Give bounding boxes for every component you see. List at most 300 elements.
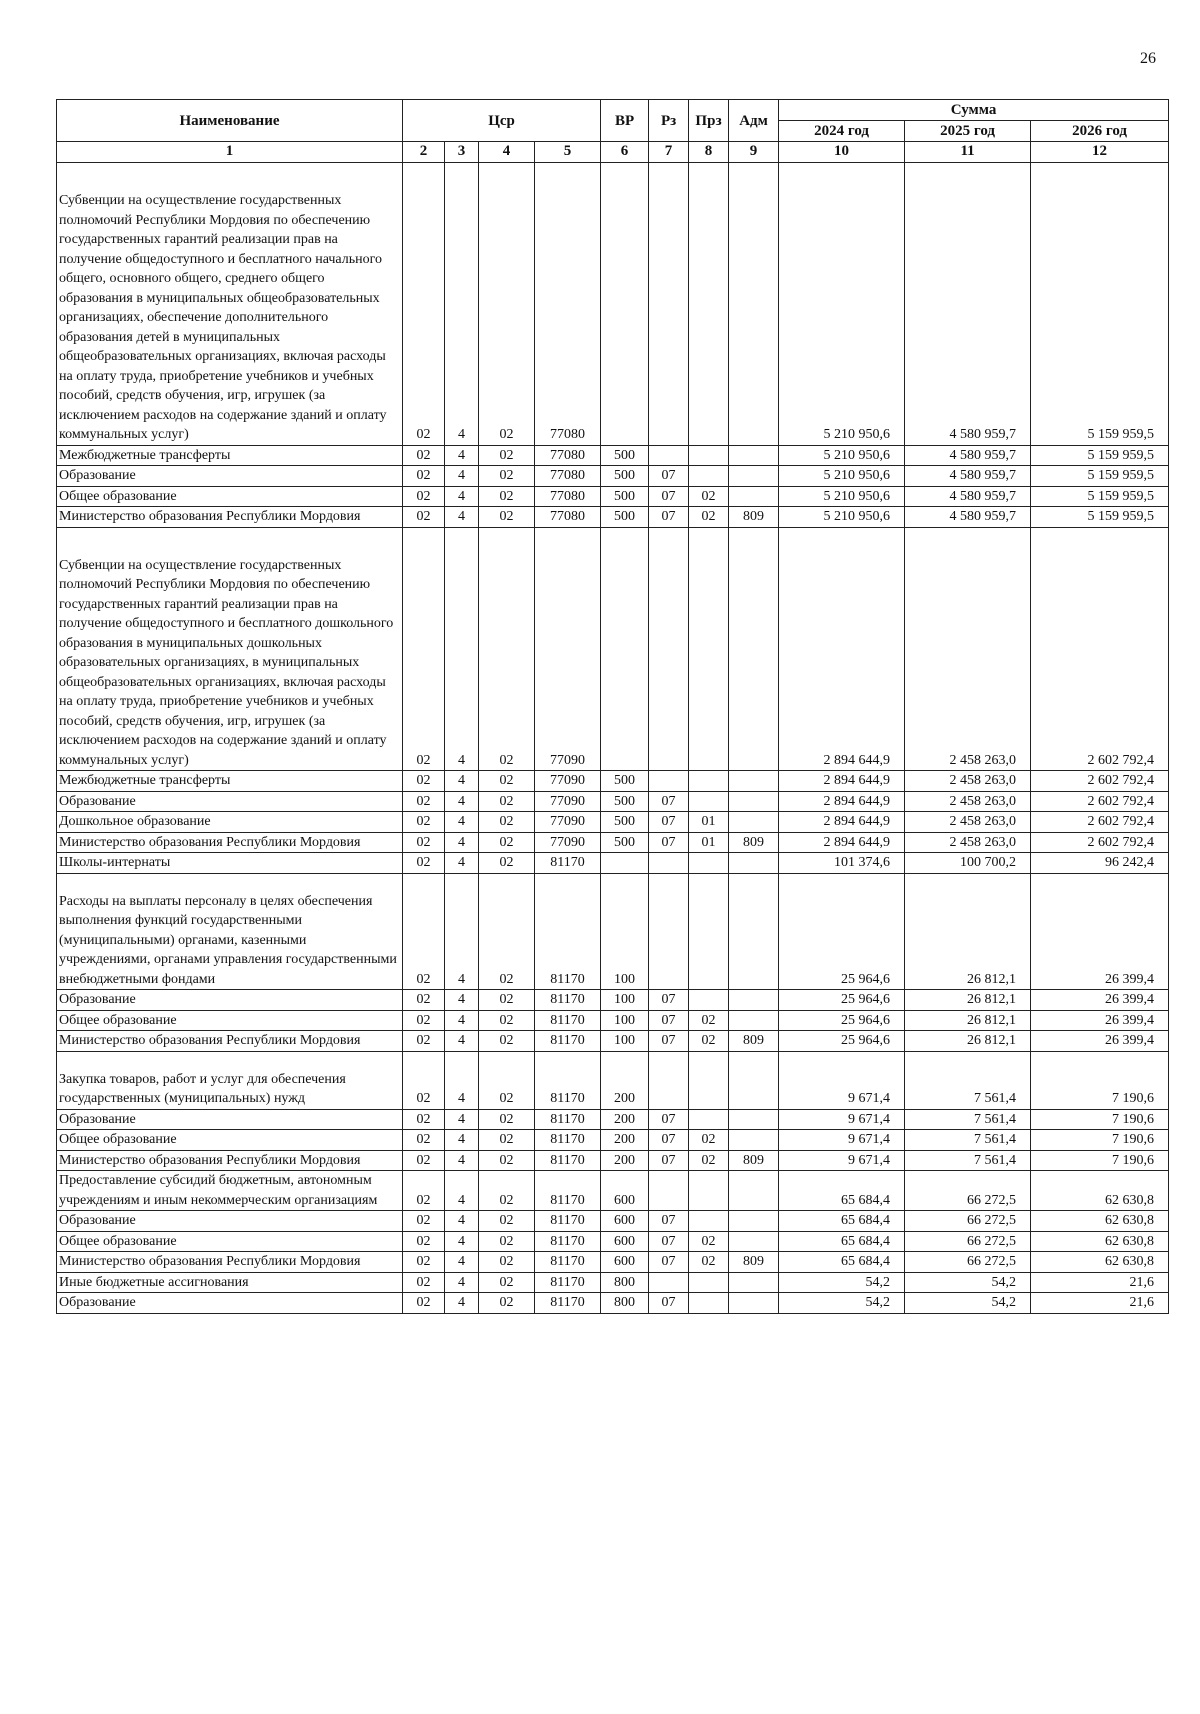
expense-type: 100 bbox=[601, 873, 649, 990]
csr-subprogram: 02 bbox=[479, 1031, 535, 1052]
subsection bbox=[689, 1171, 729, 1211]
csr-program: 02 bbox=[403, 791, 445, 812]
amount-2024: 9 671,4 bbox=[779, 1051, 905, 1109]
section: 07 bbox=[649, 1130, 689, 1151]
table-row bbox=[57, 486, 1169, 507]
csr-subprogram: 02 bbox=[479, 466, 535, 487]
csr-type: 4 bbox=[445, 445, 479, 466]
table-row bbox=[57, 832, 1169, 853]
amount-2025: 54,2 bbox=[905, 1272, 1031, 1293]
section bbox=[649, 163, 689, 446]
amount-2024: 54,2 bbox=[779, 1272, 905, 1293]
subsection: 02 bbox=[689, 507, 729, 528]
csr-direction: 81170 bbox=[535, 1293, 601, 1314]
row-name: Межбюджетные трансферты bbox=[57, 445, 403, 466]
table-row bbox=[57, 771, 1169, 792]
csr-direction: 77080 bbox=[535, 466, 601, 487]
administrator: 809 bbox=[729, 1150, 779, 1171]
amount-2024: 9 671,4 bbox=[779, 1150, 905, 1171]
section: 07 bbox=[649, 1109, 689, 1130]
csr-program: 02 bbox=[403, 1150, 445, 1171]
csr-subprogram: 02 bbox=[479, 1272, 535, 1293]
csr-direction: 77080 bbox=[535, 507, 601, 528]
administrator bbox=[729, 1171, 779, 1211]
subsection bbox=[689, 1109, 729, 1130]
administrator: 809 bbox=[729, 832, 779, 853]
subsection bbox=[689, 1051, 729, 1109]
table-row bbox=[57, 507, 1169, 528]
amount-2026: 96 242,4 bbox=[1031, 853, 1169, 874]
csr-subprogram: 02 bbox=[479, 1171, 535, 1211]
amount-2024: 65 684,4 bbox=[779, 1171, 905, 1211]
csr-direction: 81170 bbox=[535, 1109, 601, 1130]
amount-2025: 2 458 263,0 bbox=[905, 812, 1031, 833]
administrator bbox=[729, 990, 779, 1011]
expense-type bbox=[601, 527, 649, 771]
administrator bbox=[729, 1272, 779, 1293]
csr-program: 02 bbox=[403, 1252, 445, 1273]
row-name: Субвенции на осуществление государственных полномочий Республики Мордовия по обеспечению государственных гарантий реализации прав на получение общедоступного и бесплатного дошкольного образования в муниципальных дошкольных образовательных организациях, в муниципальных общеобразовательных организациях, включая расходы на оплату труда, приобретение учебников и учебных пособий, средств обучения, игр, игрушек (за исключением расходов на содержание зданий и оплату коммунальных услуг) bbox=[57, 527, 403, 771]
csr-direction: 81170 bbox=[535, 1051, 601, 1109]
subsection bbox=[689, 771, 729, 792]
csr-program: 02 bbox=[403, 163, 445, 446]
subsection bbox=[689, 990, 729, 1011]
section: 07 bbox=[649, 1031, 689, 1052]
expense-type: 500 bbox=[601, 507, 649, 528]
subsection: 02 bbox=[689, 1231, 729, 1252]
administrator bbox=[729, 771, 779, 792]
amount-2024: 54,2 bbox=[779, 1293, 905, 1314]
administrator bbox=[729, 1130, 779, 1151]
administrator bbox=[729, 812, 779, 833]
column-number: 3 bbox=[445, 142, 479, 163]
amount-2026: 2 602 792,4 bbox=[1031, 832, 1169, 853]
row-name: Министерство образования Республики Мордовия bbox=[57, 1031, 403, 1052]
csr-subprogram: 02 bbox=[479, 990, 535, 1011]
expense-type: 800 bbox=[601, 1293, 649, 1314]
csr-subprogram: 02 bbox=[479, 163, 535, 446]
header-vr: ВР bbox=[601, 100, 649, 142]
amount-2024: 65 684,4 bbox=[779, 1252, 905, 1273]
row-name: Школы-интернаты bbox=[57, 853, 403, 874]
row-name: Субвенции на осуществление государственных полномочий Республики Мордовия по обеспечению государственных гарантий реализации прав на получение общедоступного и бесплатного начального общего, основного общего, среднего общего образования в муниципальных общеобразовательных организациях, обеспечение дополнительного образования детей в муниципальных общеобразовательных организациях, включая расходы на оплату труда, приобретение учебников и учебных пособий, средств обучения, игр, игрушек (за исключением расходов на содержание зданий и оплату коммунальных услуг) bbox=[57, 163, 403, 446]
csr-subprogram: 02 bbox=[479, 486, 535, 507]
csr-program: 02 bbox=[403, 1130, 445, 1151]
table-row bbox=[57, 853, 1169, 874]
amount-2026: 5 159 959,5 bbox=[1031, 507, 1169, 528]
header-year-2025: 2025 год bbox=[905, 121, 1031, 142]
amount-2025: 4 580 959,7 bbox=[905, 163, 1031, 446]
csr-subprogram: 02 bbox=[479, 1010, 535, 1031]
amount-2024: 25 964,6 bbox=[779, 990, 905, 1011]
section: 07 bbox=[649, 791, 689, 812]
administrator bbox=[729, 486, 779, 507]
row-name: Межбюджетные трансферты bbox=[57, 771, 403, 792]
amount-2024: 5 210 950,6 bbox=[779, 466, 905, 487]
csr-type: 4 bbox=[445, 1231, 479, 1252]
section bbox=[649, 1171, 689, 1211]
csr-subprogram: 02 bbox=[479, 445, 535, 466]
section bbox=[649, 527, 689, 771]
amount-2024: 2 894 644,9 bbox=[779, 812, 905, 833]
section: 07 bbox=[649, 1293, 689, 1314]
csr-program: 02 bbox=[403, 853, 445, 874]
row-name: Образование bbox=[57, 990, 403, 1011]
column-number: 6 bbox=[601, 142, 649, 163]
amount-2025: 2 458 263,0 bbox=[905, 771, 1031, 792]
column-number-row bbox=[57, 142, 1169, 163]
section: 07 bbox=[649, 507, 689, 528]
administrator bbox=[729, 853, 779, 874]
csr-direction: 77080 bbox=[535, 163, 601, 446]
csr-direction: 81170 bbox=[535, 1272, 601, 1293]
column-number: 11 bbox=[905, 142, 1031, 163]
expense-type: 500 bbox=[601, 832, 649, 853]
table-row bbox=[57, 873, 1169, 990]
administrator bbox=[729, 1109, 779, 1130]
amount-2025: 66 272,5 bbox=[905, 1171, 1031, 1211]
table-row bbox=[57, 1231, 1169, 1252]
amount-2024: 25 964,6 bbox=[779, 873, 905, 990]
amount-2025: 100 700,2 bbox=[905, 853, 1031, 874]
csr-subprogram: 02 bbox=[479, 1109, 535, 1130]
csr-program: 02 bbox=[403, 771, 445, 792]
csr-subprogram: 02 bbox=[479, 771, 535, 792]
amount-2026: 2 602 792,4 bbox=[1031, 812, 1169, 833]
subsection bbox=[689, 791, 729, 812]
csr-type: 4 bbox=[445, 853, 479, 874]
amount-2026: 5 159 959,5 bbox=[1031, 486, 1169, 507]
csr-program: 02 bbox=[403, 1231, 445, 1252]
csr-program: 02 bbox=[403, 1031, 445, 1052]
section bbox=[649, 771, 689, 792]
expense-type: 500 bbox=[601, 771, 649, 792]
amount-2024: 5 210 950,6 bbox=[779, 445, 905, 466]
csr-program: 02 bbox=[403, 486, 445, 507]
table-row bbox=[57, 1130, 1169, 1151]
administrator bbox=[729, 466, 779, 487]
csr-subprogram: 02 bbox=[479, 1150, 535, 1171]
csr-type: 4 bbox=[445, 771, 479, 792]
csr-type: 4 bbox=[445, 1010, 479, 1031]
expense-type: 500 bbox=[601, 466, 649, 487]
csr-direction: 77090 bbox=[535, 812, 601, 833]
column-number: 2 bbox=[403, 142, 445, 163]
section: 07 bbox=[649, 812, 689, 833]
expense-type: 600 bbox=[601, 1252, 649, 1273]
section bbox=[649, 1051, 689, 1109]
subsection bbox=[689, 873, 729, 990]
subsection: 02 bbox=[689, 1031, 729, 1052]
expense-type: 600 bbox=[601, 1211, 649, 1232]
csr-direction: 81170 bbox=[535, 1211, 601, 1232]
csr-type: 4 bbox=[445, 1252, 479, 1273]
row-name: Иные бюджетные ассигнования bbox=[57, 1272, 403, 1293]
subsection bbox=[689, 853, 729, 874]
csr-direction: 81170 bbox=[535, 1171, 601, 1211]
csr-subprogram: 02 bbox=[479, 1231, 535, 1252]
amount-2025: 2 458 263,0 bbox=[905, 832, 1031, 853]
amount-2025: 2 458 263,0 bbox=[905, 791, 1031, 812]
csr-type: 4 bbox=[445, 990, 479, 1011]
amount-2024: 2 894 644,9 bbox=[779, 832, 905, 853]
table-row bbox=[57, 527, 1169, 771]
administrator bbox=[729, 873, 779, 990]
row-name: Образование bbox=[57, 791, 403, 812]
subsection bbox=[689, 1293, 729, 1314]
amount-2025: 7 561,4 bbox=[905, 1109, 1031, 1130]
csr-direction: 77090 bbox=[535, 771, 601, 792]
amount-2026: 21,6 bbox=[1031, 1293, 1169, 1314]
csr-direction: 81170 bbox=[535, 1010, 601, 1031]
csr-program: 02 bbox=[403, 1109, 445, 1130]
amount-2026: 21,6 bbox=[1031, 1272, 1169, 1293]
amount-2025: 54,2 bbox=[905, 1293, 1031, 1314]
csr-direction: 81170 bbox=[535, 1252, 601, 1273]
amount-2025: 66 272,5 bbox=[905, 1211, 1031, 1232]
csr-type: 4 bbox=[445, 812, 479, 833]
section bbox=[649, 445, 689, 466]
amount-2025: 26 812,1 bbox=[905, 1031, 1031, 1052]
column-number: 4 bbox=[479, 142, 535, 163]
amount-2024: 101 374,6 bbox=[779, 853, 905, 874]
administrator: 809 bbox=[729, 507, 779, 528]
csr-direction: 81170 bbox=[535, 873, 601, 990]
column-number: 10 bbox=[779, 142, 905, 163]
header-adm: Адм bbox=[729, 100, 779, 142]
subsection bbox=[689, 445, 729, 466]
amount-2024: 25 964,6 bbox=[779, 1031, 905, 1052]
csr-subprogram: 02 bbox=[479, 1051, 535, 1109]
table-row bbox=[57, 1272, 1169, 1293]
expense-type: 200 bbox=[601, 1051, 649, 1109]
csr-direction: 77090 bbox=[535, 791, 601, 812]
expense-type: 200 bbox=[601, 1109, 649, 1130]
csr-subprogram: 02 bbox=[479, 527, 535, 771]
amount-2026: 26 399,4 bbox=[1031, 873, 1169, 990]
amount-2026: 2 602 792,4 bbox=[1031, 791, 1169, 812]
subsection: 02 bbox=[689, 1150, 729, 1171]
csr-subprogram: 02 bbox=[479, 873, 535, 990]
row-name: Министерство образования Республики Мордовия bbox=[57, 507, 403, 528]
subsection bbox=[689, 466, 729, 487]
amount-2026: 62 630,8 bbox=[1031, 1211, 1169, 1232]
row-name: Общее образование bbox=[57, 486, 403, 507]
expense-type: 500 bbox=[601, 791, 649, 812]
amount-2025: 4 580 959,7 bbox=[905, 466, 1031, 487]
table-row bbox=[57, 163, 1169, 446]
table-body bbox=[57, 163, 1169, 1314]
column-number: 9 bbox=[729, 142, 779, 163]
column-number: 1 bbox=[57, 142, 403, 163]
amount-2024: 2 894 644,9 bbox=[779, 527, 905, 771]
row-name: Общее образование bbox=[57, 1010, 403, 1031]
table-row bbox=[57, 1252, 1169, 1273]
csr-subprogram: 02 bbox=[479, 507, 535, 528]
column-number: 8 bbox=[689, 142, 729, 163]
csr-subprogram: 02 bbox=[479, 1293, 535, 1314]
amount-2026: 7 190,6 bbox=[1031, 1051, 1169, 1109]
csr-type: 4 bbox=[445, 1051, 479, 1109]
amount-2024: 5 210 950,6 bbox=[779, 507, 905, 528]
csr-subprogram: 02 bbox=[479, 832, 535, 853]
amount-2024: 65 684,4 bbox=[779, 1211, 905, 1232]
subsection: 02 bbox=[689, 1130, 729, 1151]
amount-2026: 26 399,4 bbox=[1031, 1010, 1169, 1031]
amount-2026: 5 159 959,5 bbox=[1031, 466, 1169, 487]
amount-2026: 2 602 792,4 bbox=[1031, 527, 1169, 771]
header-year-2024: 2024 год bbox=[779, 121, 905, 142]
amount-2025: 26 812,1 bbox=[905, 1010, 1031, 1031]
row-name: Образование bbox=[57, 1109, 403, 1130]
csr-program: 02 bbox=[403, 832, 445, 853]
csr-type: 4 bbox=[445, 1150, 479, 1171]
row-name: Общее образование bbox=[57, 1231, 403, 1252]
expense-type: 100 bbox=[601, 1031, 649, 1052]
subsection bbox=[689, 1211, 729, 1232]
table-row bbox=[57, 1150, 1169, 1171]
administrator: 809 bbox=[729, 1031, 779, 1052]
column-number: 7 bbox=[649, 142, 689, 163]
administrator bbox=[729, 791, 779, 812]
header-name: Наименование bbox=[57, 100, 403, 142]
csr-program: 02 bbox=[403, 1293, 445, 1314]
section: 07 bbox=[649, 1010, 689, 1031]
amount-2026: 7 190,6 bbox=[1031, 1130, 1169, 1151]
amount-2025: 4 580 959,7 bbox=[905, 486, 1031, 507]
expense-type: 500 bbox=[601, 812, 649, 833]
header-csr: Цср bbox=[403, 100, 601, 142]
table-row bbox=[57, 1293, 1169, 1314]
table-row bbox=[57, 1031, 1169, 1052]
amount-2025: 2 458 263,0 bbox=[905, 527, 1031, 771]
csr-program: 02 bbox=[403, 812, 445, 833]
csr-type: 4 bbox=[445, 1109, 479, 1130]
expense-type: 600 bbox=[601, 1171, 649, 1211]
csr-subprogram: 02 bbox=[479, 1211, 535, 1232]
amount-2024: 25 964,6 bbox=[779, 1010, 905, 1031]
subsection: 01 bbox=[689, 832, 729, 853]
csr-program: 02 bbox=[403, 1051, 445, 1109]
administrator: 809 bbox=[729, 1252, 779, 1273]
csr-program: 02 bbox=[403, 873, 445, 990]
row-name: Образование bbox=[57, 1211, 403, 1232]
table-row bbox=[57, 791, 1169, 812]
csr-type: 4 bbox=[445, 163, 479, 446]
csr-direction: 77080 bbox=[535, 486, 601, 507]
table-row bbox=[57, 445, 1169, 466]
csr-type: 4 bbox=[445, 1171, 479, 1211]
amount-2025: 66 272,5 bbox=[905, 1231, 1031, 1252]
section: 07 bbox=[649, 486, 689, 507]
amount-2026: 7 190,6 bbox=[1031, 1109, 1169, 1130]
amount-2024: 5 210 950,6 bbox=[779, 163, 905, 446]
column-number: 5 bbox=[535, 142, 601, 163]
header-rz: Рз bbox=[649, 100, 689, 142]
expense-type: 100 bbox=[601, 1010, 649, 1031]
section: 07 bbox=[649, 1211, 689, 1232]
csr-program: 02 bbox=[403, 527, 445, 771]
header-year-2026: 2026 год bbox=[1031, 121, 1169, 142]
amount-2025: 4 580 959,7 bbox=[905, 445, 1031, 466]
row-name: Закупка товаров, работ и услуг для обеспечения государственных (муниципальных) нужд bbox=[57, 1051, 403, 1109]
expense-type: 500 bbox=[601, 445, 649, 466]
amount-2025: 66 272,5 bbox=[905, 1252, 1031, 1273]
csr-subprogram: 02 bbox=[479, 812, 535, 833]
row-name: Общее образование bbox=[57, 1130, 403, 1151]
csr-direction: 81170 bbox=[535, 1150, 601, 1171]
amount-2026: 62 630,8 bbox=[1031, 1171, 1169, 1211]
expense-type bbox=[601, 853, 649, 874]
amount-2024: 9 671,4 bbox=[779, 1109, 905, 1130]
csr-direction: 77080 bbox=[535, 445, 601, 466]
csr-subprogram: 02 bbox=[479, 1252, 535, 1273]
csr-program: 02 bbox=[403, 1211, 445, 1232]
subsection bbox=[689, 1272, 729, 1293]
csr-type: 4 bbox=[445, 832, 479, 853]
section: 07 bbox=[649, 1150, 689, 1171]
csr-type: 4 bbox=[445, 1272, 479, 1293]
table-header bbox=[57, 100, 1169, 163]
csr-direction: 81170 bbox=[535, 1231, 601, 1252]
section: 07 bbox=[649, 1231, 689, 1252]
section: 07 bbox=[649, 1252, 689, 1273]
amount-2025: 7 561,4 bbox=[905, 1150, 1031, 1171]
subsection bbox=[689, 163, 729, 446]
amount-2025: 7 561,4 bbox=[905, 1130, 1031, 1151]
csr-program: 02 bbox=[403, 1171, 445, 1211]
amount-2026: 26 399,4 bbox=[1031, 990, 1169, 1011]
amount-2025: 26 812,1 bbox=[905, 990, 1031, 1011]
expense-type: 800 bbox=[601, 1272, 649, 1293]
csr-type: 4 bbox=[445, 507, 479, 528]
table-row bbox=[57, 466, 1169, 487]
row-name: Министерство образования Республики Мордовия bbox=[57, 1252, 403, 1273]
amount-2026: 62 630,8 bbox=[1031, 1231, 1169, 1252]
expense-type: 500 bbox=[601, 486, 649, 507]
section bbox=[649, 1272, 689, 1293]
amount-2024: 65 684,4 bbox=[779, 1231, 905, 1252]
header-prz: Прз bbox=[689, 100, 729, 142]
csr-program: 02 bbox=[403, 990, 445, 1011]
subsection: 02 bbox=[689, 486, 729, 507]
csr-direction: 81170 bbox=[535, 1031, 601, 1052]
section: 07 bbox=[649, 466, 689, 487]
csr-type: 4 bbox=[445, 527, 479, 771]
amount-2026: 5 159 959,5 bbox=[1031, 445, 1169, 466]
row-name: Дошкольное образование bbox=[57, 812, 403, 833]
csr-type: 4 bbox=[445, 1293, 479, 1314]
amount-2024: 5 210 950,6 bbox=[779, 486, 905, 507]
amount-2026: 2 602 792,4 bbox=[1031, 771, 1169, 792]
amount-2025: 26 812,1 bbox=[905, 873, 1031, 990]
section: 07 bbox=[649, 832, 689, 853]
row-name: Предоставление субсидий бюджетным, автономным учреждениям и иным некоммерческим организациям bbox=[57, 1171, 403, 1211]
csr-type: 4 bbox=[445, 1211, 479, 1232]
csr-direction: 81170 bbox=[535, 853, 601, 874]
expense-type: 200 bbox=[601, 1150, 649, 1171]
csr-direction: 77090 bbox=[535, 527, 601, 771]
csr-type: 4 bbox=[445, 486, 479, 507]
csr-subprogram: 02 bbox=[479, 853, 535, 874]
subsection: 02 bbox=[689, 1252, 729, 1273]
row-name: Образование bbox=[57, 1293, 403, 1314]
section: 07 bbox=[649, 990, 689, 1011]
amount-2024: 2 894 644,9 bbox=[779, 791, 905, 812]
expense-type: 600 bbox=[601, 1231, 649, 1252]
csr-program: 02 bbox=[403, 445, 445, 466]
expense-type bbox=[601, 163, 649, 446]
